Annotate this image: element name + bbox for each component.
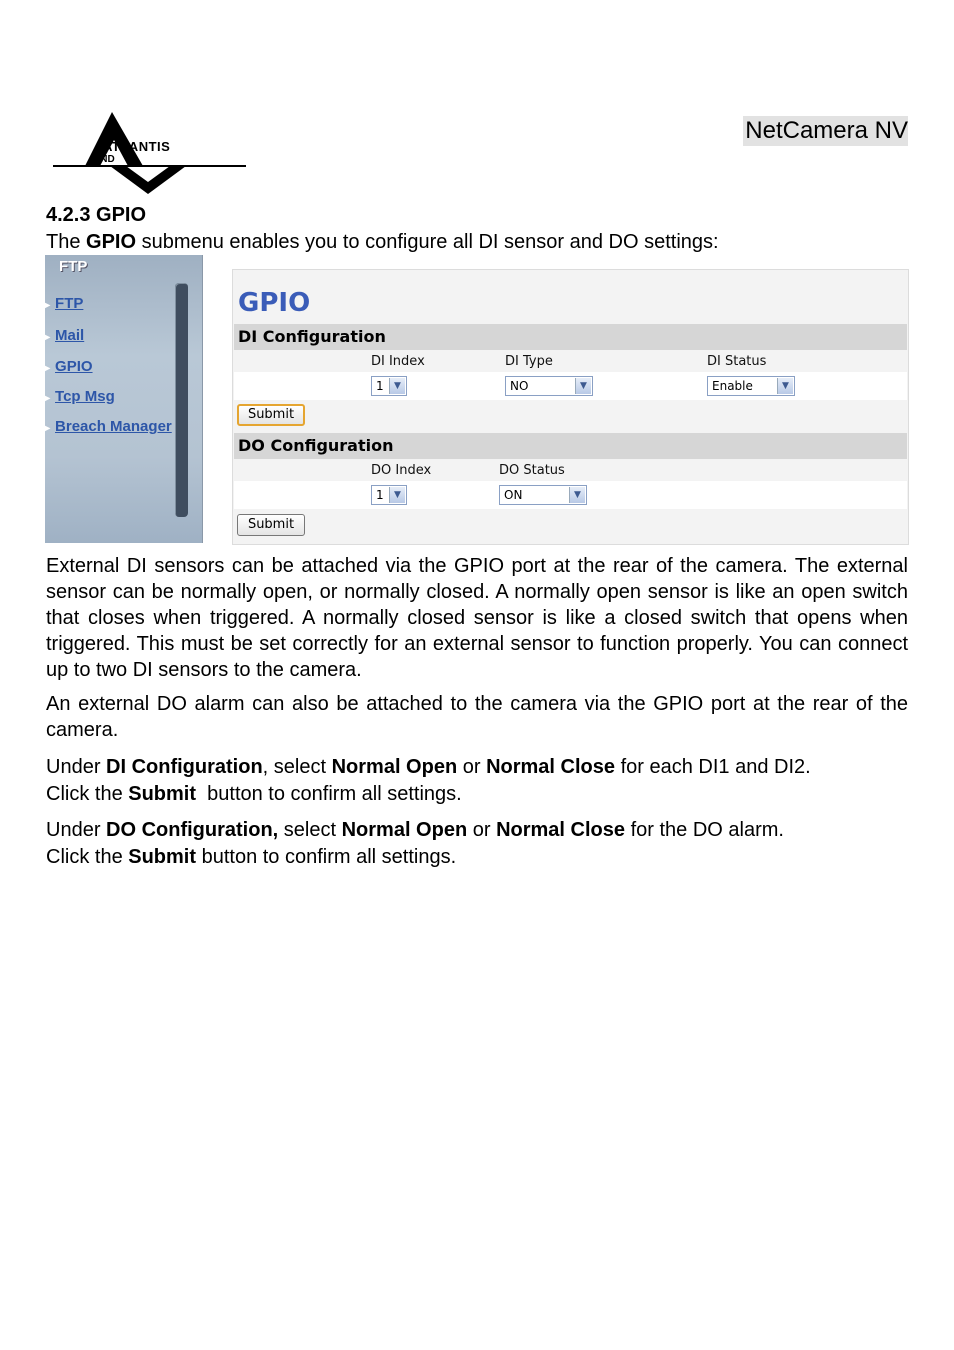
do-submit-label: Submit xyxy=(247,517,295,532)
chevron-down-icon: ▼ xyxy=(569,487,585,503)
do-index-select[interactable] xyxy=(371,485,407,505)
arrow-right-icon: ▸ xyxy=(45,423,51,434)
do-submit-button[interactable] xyxy=(237,514,305,536)
sidebar-item-ftp[interactable] xyxy=(45,295,83,312)
product-name: NetCamera NV xyxy=(745,117,908,144)
di-status-label: DI Status xyxy=(707,354,767,369)
chevron-down-icon: ▼ xyxy=(389,487,405,503)
text-run: or xyxy=(457,756,487,778)
di-submit-label: Submit xyxy=(247,407,295,422)
chevron-down-icon: ▼ xyxy=(389,378,405,394)
di-type-value: NO xyxy=(510,379,529,393)
arrow-right-icon: ▸ xyxy=(45,393,51,404)
paragraph-do-alarm xyxy=(46,691,908,743)
bold-run: Normal Close xyxy=(486,756,616,778)
paragraph-di-sensors xyxy=(46,553,908,683)
paragraph-text: An external DO alarm can also be attached to the camera via the GPIO port at the rear of the camera. xyxy=(46,693,908,741)
di-status-value: Enable xyxy=(712,379,753,393)
arrow-right-icon: ▸ xyxy=(45,300,51,311)
do-status-value: ON xyxy=(504,488,523,502)
di-index-value: 1 xyxy=(376,379,384,393)
di-index-select[interactable] xyxy=(371,376,407,396)
sidebar-item-label: FTP xyxy=(55,295,84,312)
do-configuration-heading: DO Configuration xyxy=(234,433,907,459)
chevron-down-icon: ▼ xyxy=(575,378,591,394)
di-submit-button[interactable] xyxy=(237,404,305,426)
arrow-right-icon: ▸ xyxy=(45,363,51,374)
sidebar-item-tcp-msg[interactable] xyxy=(45,388,115,405)
sidebar-item-breach-manager[interactable] xyxy=(45,418,172,435)
do-status-select[interactable] xyxy=(499,485,587,505)
text-run: Under xyxy=(46,756,107,778)
sidebar xyxy=(45,255,205,543)
sidebar-item-label: Breach Manager xyxy=(55,418,172,435)
sidebar-item-gpio[interactable] xyxy=(45,358,93,375)
text-run: select xyxy=(278,819,342,841)
sidebar-item-mail[interactable] xyxy=(45,327,84,344)
do-index-value: 1 xyxy=(376,488,384,502)
intro-text xyxy=(46,231,719,254)
arrow-right-icon: ▸ xyxy=(45,332,51,343)
chevron-down-icon: ▼ xyxy=(777,378,793,394)
paragraph-do-instructions-line2 xyxy=(46,844,456,870)
text-run: Click the xyxy=(46,846,129,868)
text-run: , select xyxy=(262,756,332,778)
text-run: Under xyxy=(46,819,107,841)
text-run: button to confirm all settings. xyxy=(196,846,457,868)
do-index-label: DO Index xyxy=(371,463,432,478)
bold-run: Submit xyxy=(128,846,197,868)
gpio-panel xyxy=(232,269,909,545)
logo-brand-sub: AND xyxy=(93,154,115,165)
text-run: or xyxy=(467,819,497,841)
sidebar-top-label: FTP xyxy=(59,258,88,275)
bold-run: Normal Open xyxy=(331,756,458,778)
bold-run: Normal Open xyxy=(341,819,468,841)
do-status-label: DO Status xyxy=(499,463,565,478)
intro-prefix: The xyxy=(46,231,87,253)
di-index-label: DI Index xyxy=(371,354,425,369)
di-type-select[interactable] xyxy=(505,376,593,396)
bold-run: Normal Close xyxy=(496,819,626,841)
bold-run: DO Configuration, xyxy=(106,819,279,841)
paragraph-di-instructions-line1 xyxy=(46,754,908,780)
di-configuration-heading: DI Configuration xyxy=(234,324,907,350)
sidebar-scrollbar[interactable] xyxy=(175,283,188,517)
di-type-label: DI Type xyxy=(505,354,553,369)
intro-bold: GPIO xyxy=(86,231,137,253)
sidebar-item-label: Tcp Msg xyxy=(55,388,115,405)
bold-run: DI Configuration xyxy=(106,756,263,778)
section-title: 4.2.3 GPIO xyxy=(46,204,147,226)
di-status-select[interactable] xyxy=(707,376,795,396)
paragraph-di-instructions-line2 xyxy=(46,781,462,807)
sidebar-item-label: Mail xyxy=(55,327,85,344)
paragraph-text: External DI sensors can be attached via the GPIO port at the rear of the camera. The external sensor can be normally open, or normally closed. A normally open sensor is like an open switch that closes when triggered. A normally closed sensor is like a closed switch that opens when triggered. This must be set correctly for an external sensor to function properly. You can connect up to two DI sensors to the camera. xyxy=(46,555,908,681)
text-run: button to confirm all settings. xyxy=(196,783,462,805)
logo-brand-text: ATLANTIS xyxy=(103,139,171,154)
page-title: GPIO xyxy=(238,288,311,318)
gpio-screenshot xyxy=(45,255,909,544)
paragraph-do-instructions-line1 xyxy=(46,817,784,843)
text-run: for the DO alarm. xyxy=(625,819,784,841)
text-run: Click the xyxy=(46,783,129,805)
bold-run: Submit xyxy=(128,783,197,805)
intro-suffix: submenu enables you to configure all DI sensor and DO settings: xyxy=(136,231,719,253)
sidebar-item-label: GPIO xyxy=(55,358,93,375)
text-run: for each DI1 and DI2. xyxy=(615,756,811,778)
